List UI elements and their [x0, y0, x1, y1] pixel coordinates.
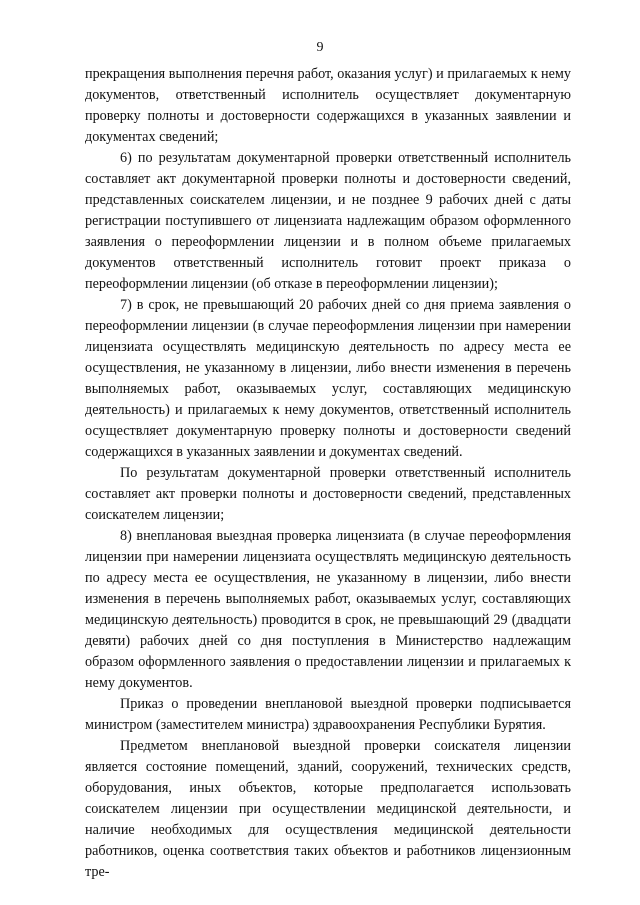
paragraph-item-7-result: По результатам документарной проверки ответственный исполнитель составляет акт проверки полноты и достоверности сведений, представленных соискателем лицензии; — [85, 465, 571, 523]
paragraph-continuation: прекращения выполнения перечня работ, оказания услуг) и прилагаемых к нему документов, ответственный исполнитель осуществляет документарную проверку полноты и достоверности содержащихся в указанных заявлении и документах сведений; — [85, 66, 571, 145]
paragraph-item-7: 7) в срок, не превышающий 20 рабочих дней со дня приема заявления о переоформлении лицензии (в случае переоформления лицензии при намерении лицензиата осуществлять медицинскую деятельность по адресу места ее осуществления, не указанному в лицензии, либо внести изменения в перечень выполняемых работ, оказываемых услуг, составляющих медицинскую деятельность) и прилагаемых к нему документов, ответственный исполнитель осуществляет документарную проверку полноты и достоверности сведений содержащихся в указанных заявлении и документах сведений. — [85, 297, 571, 460]
paragraph-item-8: 8) внеплановая выездная проверка лицензиата (в случае переоформления лицензии при намерении лицензиата осуществлять медицинскую деятельность по адресу места ее осуществления, не указанному в лицензии, либо внести изменения в перечень выполняемых работ, оказываемых услуг, составляющих медицинскую деятельность) проводится в срок, не превышающий 29 (двадцати девяти) рабочих дней со дня поступления в Министерство надлежащим образом оформленного заявления о предоставлении лицензии и прилагаемых к нему документов. — [85, 528, 571, 691]
paragraph-inspection-subject: Предметом внеплановой выездной проверки соискателя лицензии является состояние помещений, зданий, сооружений, технических средств, оборудования, иных объектов, которые предполагается использовать соискателем лицензии при осуществлении медицинской деятельности, и наличие необходимых для осуществления медицинской деятельности работников, оценка соответствия таких объектов и работников лицензионным тре- — [85, 738, 571, 880]
page-number: 9 — [316, 40, 324, 55]
document-body — [85, 64, 571, 883]
paragraph-item-6: 6) по результатам документарной проверки ответственный исполнитель составляет акт документарной проверки полноты и достоверности сведений, представленных соискателем лицензии, и не позднее 9 рабочих дней с даты регистрации поступившего от лицензиата надлежащим образом оформленного заявления о переоформлении лицензии и в полном объеме прилагаемых документов ответственный исполнитель готовит проект приказа о переоформлении лицензии (об отказе в переоформлении лицензии); — [85, 150, 571, 292]
paragraph-order-signing: Приказ о проведении внеплановой выездной проверки подписывается министром (заместителем министра) здравоохранения Республики Бурятия. — [85, 696, 571, 733]
